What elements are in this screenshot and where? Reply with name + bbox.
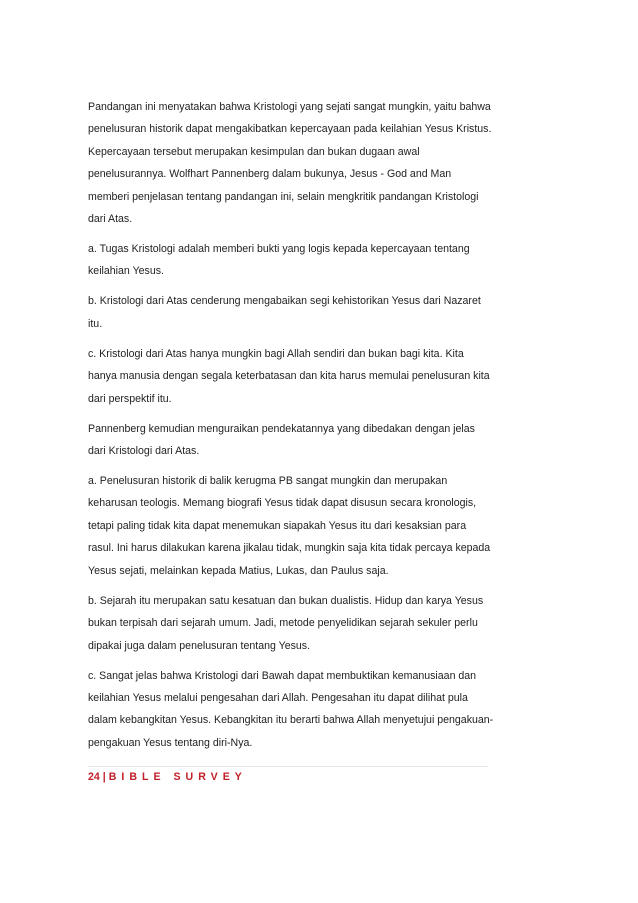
paragraph-approach-a: a. Penelusuran historik di balik kerugma PB sangat mungkin dan merupakan keharusan teologis. Memang biografi Yesus tidak dapat disusun secara kronologis, tetapi paling tidak kita dapat menemukan siapakah Yesus itu dari kesaksian para rasul. Ini harus dilakukan karena jikalau tidak, mungkin saja kita tidak percaya kepada Yesus sejati, melainkan kepada Matius, Lukas, dan Paulus saja. bbox=[88, 475, 491, 577]
paragraph-intro: Pandangan ini menyatakan bahwa Kristologi yang sejati sangat mungkin, yaitu bahwa penelusuran historik dapat mengakibatkan kepercayaan pada keilahian Yesus Kristus. Kepercayaan tersebut merupakan kesimpulan dan bukan dugaan awal penelusurannya. Wolfhart Pannenberg dalam bukunya, Jesus ‐ God and Man memberi penjelasan tentang pandangan ini, selain mengkritik pandangan Kristologi dari Atas. bbox=[88, 101, 492, 226]
paragraph-point-b: b. Kristologi dari Atas cenderung mengabaikan segi kehistorikan Yesus dari Nazaret itu. bbox=[88, 295, 481, 330]
paragraph-approach-c: c. Sangat jelas bahwa Kristologi dari Bawah dapat membuktikan kemanusiaan dan keilahian Yesus melalui pengesahan dari Allah. Pengesahan itu dapat dilihat pula dalam kebangkitan Yesus. Kebangkitan itu berarti bahwa Allah menyetujui pengakuan‐pengakuan Yesus tentang diri‐Nya. bbox=[88, 669, 494, 749]
paragraph-point-a: a. Tugas Kristologi adalah memberi bukti yang logis kepada kepercayaan tentang keilahian Yesus. bbox=[88, 243, 470, 278]
page-footer bbox=[88, 771, 247, 783]
paragraph-approach-b: b. Sejarah itu merupakan satu kesatuan dan bukan dualistis. Hidup dan karya Yesus bukan terpisah dari sejarah umum. Jadi, metode penyelidikan sejarah sekuler perlu dipakai juga dalam penelusuran tentang Yesus. bbox=[88, 594, 484, 652]
footer-title: BIBLE SURVEY bbox=[108, 771, 247, 783]
body-text bbox=[88, 96, 494, 762]
footer-separator: | bbox=[102, 771, 106, 783]
footer-divider bbox=[88, 766, 488, 767]
page-number: 24 bbox=[88, 771, 100, 783]
paragraph-point-c: c. Kristologi dari Atas hanya mungkin bagi Allah sendiri dan bukan bagi kita. Kita hanya manusia dengan segala keterbatasan dan kita harus memulai penelusuran kita dari perspektif itu. bbox=[88, 347, 490, 405]
paragraph-pannenberg: Pannenberg kemudian menguraikan pendekatannya yang dibedakan dengan jelas dari Kristologi dari Atas. bbox=[88, 422, 475, 458]
